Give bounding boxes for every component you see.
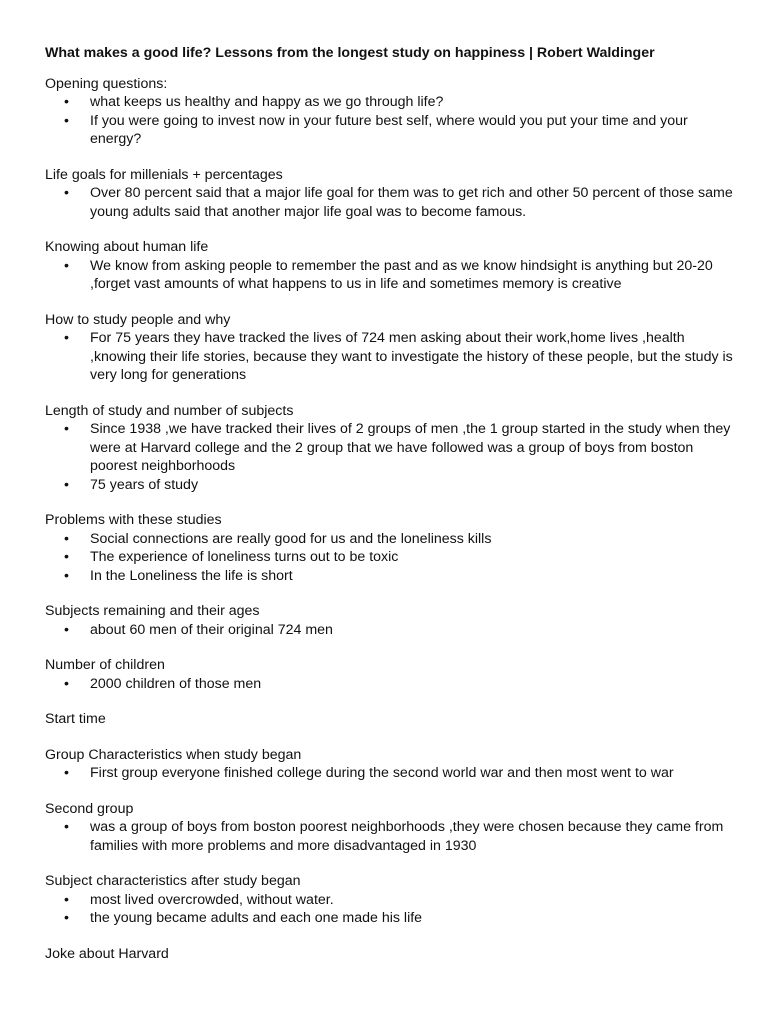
bullet-item — [45, 548, 735, 567]
bullet-icon: • — [64, 621, 69, 638]
bullet-text: the young became adults and each one made his life — [90, 910, 423, 926]
bullet-text: If you were going to invest now in your future best self, where would you put your time and your energy? — [90, 112, 688, 147]
bullet-item — [45, 530, 735, 549]
bullet-icon: • — [64, 765, 69, 781]
section-heading: Subject characteristics after study began — [45, 873, 301, 889]
bullet-text: what keeps us healthy and happy as we go through life? — [90, 94, 444, 110]
bullet-icon: • — [64, 675, 69, 692]
bullet-icon: • — [64, 549, 69, 565]
bullet-icon: • — [64, 94, 69, 110]
bullet-text: Over 80 percent said that a major life goal for them was to get rich and other 50 percent of those same young adults said that another major life goal was to become famous. — [90, 185, 733, 220]
section-heading: Life goals for millenials + percentages — [45, 166, 283, 183]
bullet-icon: • — [64, 891, 69, 908]
section-heading: Joke about Harvard — [45, 945, 169, 962]
bullet-item — [45, 93, 735, 112]
bullet-icon: • — [64, 330, 69, 346]
bullet-text: was a group of boys from boston poorest neighborhoods ,they were chosen because they came from families with more problems and more disadvantaged in 1930 — [90, 819, 724, 854]
section-heading: Opening questions: — [45, 75, 168, 92]
section-heading: Start time — [45, 711, 106, 727]
bullet-icon: • — [64, 910, 69, 926]
document-page — [45, 44, 735, 980]
bullet-icon: • — [64, 185, 69, 201]
bullet-item — [45, 621, 735, 640]
bullet-list — [45, 420, 735, 494]
section-heading: Group Characteristics when study began — [45, 746, 302, 763]
bullet-item — [45, 184, 735, 221]
bullet-icon: • — [64, 476, 69, 493]
bullet-icon: • — [64, 567, 69, 584]
bullet-icon: • — [64, 819, 69, 835]
bullet-text: Social connections are really good for us and the loneliness kills — [90, 530, 492, 547]
bullet-list — [45, 329, 735, 385]
section — [45, 311, 735, 385]
section — [45, 238, 735, 294]
bullet-text: Since 1938 ,we have tracked their lives of 2 groups of men ,the 1 group started in the study when they were at Harvard college and the 2 group that we have followed was a group of boys from boston poorest neighborhoods — [90, 421, 731, 474]
bullet-text: In the Loneliness the life is short — [90, 567, 293, 584]
bullet-text: 75 years of study — [90, 476, 199, 493]
bullet-list — [45, 818, 735, 855]
bullet-item — [45, 476, 735, 495]
bullet-item — [45, 909, 735, 928]
section — [45, 656, 735, 693]
section — [45, 511, 735, 585]
section-heading: Subjects remaining and their ages — [45, 603, 260, 619]
section — [45, 75, 735, 149]
bullet-item — [45, 257, 735, 294]
bullet-list — [45, 530, 735, 586]
section-heading: Problems with these studies — [45, 512, 222, 528]
bullet-list — [45, 764, 735, 783]
bullet-icon: • — [64, 257, 69, 274]
section-heading: How to study people and why — [45, 311, 231, 328]
bullet-text: First group everyone finished college during the second world war and then most went to war — [90, 765, 674, 781]
bullet-item — [45, 420, 735, 476]
bullet-item — [45, 891, 735, 910]
bullet-icon: • — [64, 530, 69, 547]
bullet-list — [45, 621, 735, 640]
bullet-list — [45, 93, 735, 149]
bullet-item — [45, 112, 735, 149]
bullet-item — [45, 764, 735, 783]
section — [45, 602, 735, 639]
bullet-list — [45, 891, 735, 928]
bullet-text: about 60 men of their original 724 men — [90, 621, 333, 638]
bullet-icon: • — [64, 421, 69, 437]
bullet-text: 2000 children of those men — [90, 675, 262, 692]
bullet-text: For 75 years they have tracked the lives of 724 men asking about their work,home lives ,health ,knowing their life stories, because they want to investigate the history of these people, but the study is very long for generations — [90, 330, 733, 383]
sections-container — [45, 75, 735, 964]
bullet-item — [45, 329, 735, 385]
section — [45, 800, 735, 856]
section — [45, 872, 735, 928]
bullet-list — [45, 675, 735, 694]
bullet-item — [45, 675, 735, 694]
bullet-item — [45, 567, 735, 586]
section — [45, 166, 735, 222]
section-heading: Knowing about human life — [45, 239, 209, 255]
bullet-item — [45, 818, 735, 855]
section-heading: Number of children — [45, 657, 165, 673]
section — [45, 402, 735, 495]
section-heading: Second group — [45, 800, 134, 817]
bullet-list — [45, 184, 735, 221]
bullet-icon: • — [64, 112, 69, 129]
bullet-text: most lived overcrowded, without water. — [90, 891, 334, 908]
bullet-text: We know from asking people to remember the past and as we know hindsight is anything but 20-20 ,forget vast amounts of what happens to us in life and sometimes memory is creative — [90, 257, 713, 292]
section-heading: Length of study and number of subjects — [45, 402, 294, 419]
section — [45, 746, 735, 783]
bullet-text: The experience of loneliness turns out to be toxic — [90, 549, 399, 565]
section — [45, 945, 735, 964]
section — [45, 710, 735, 729]
bullet-list — [45, 257, 735, 294]
document-title: What makes a good life? Lessons from the longest study on happiness | Robert Waldinger — [45, 45, 655, 61]
